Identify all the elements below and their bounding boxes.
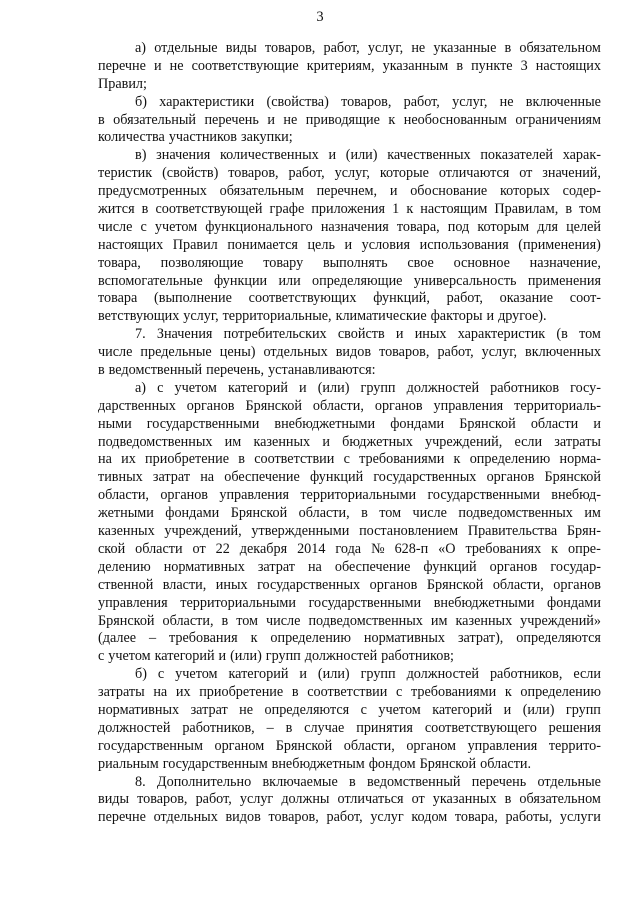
- text-line: товара (выполнение соответствующих функций, работ, оказание соот-: [98, 290, 601, 307]
- text-line: числе предельные цены) отдельных видов товаров, работ, услуг, включенных: [98, 344, 601, 361]
- document-body: [98, 40, 601, 827]
- text-line: перечне и не соответствующие критериям, указанным в пункте 3 настоящих: [98, 57, 601, 74]
- text-line: количества участников закупки;: [98, 129, 293, 146]
- text-line: 8. Дополнительно включаемые в ведомственный перечень отдельные: [135, 773, 601, 790]
- text-line: виды товаров, работ, услуг должны отличаться от указанных в обязательном: [98, 791, 601, 808]
- text-line: в) значения количественных и (или) качественных показателей харак-: [135, 147, 601, 164]
- text-line: затраты на их приобретение в соответствии с требованиями к определению: [98, 684, 601, 701]
- text-line: делению нормативных затрат на обеспечение функций органов государ-: [98, 558, 601, 575]
- text-line: нормативных затрат не определяются с учетом категорий и (или) групп: [98, 701, 601, 718]
- paragraph-para-7: [98, 326, 601, 380]
- paragraph-para-b-characteristics: [98, 94, 601, 148]
- text-line: тивных затрат на обеспечение функций государственных органов Брянской: [98, 469, 601, 486]
- text-line: Брянской области, в том числе подведомственных им казенных учреждений»: [98, 612, 601, 629]
- paragraph-para-7b: [98, 666, 601, 773]
- text-line: ственной власти, иных государственных органов Брянской области, органов: [98, 576, 601, 593]
- text-line: (далее – требования к определению нормативных затрат), определяются: [98, 630, 601, 647]
- text-line: а) отдельные виды товаров, работ, услуг, не указанные в обязательном: [135, 40, 601, 56]
- paragraph-para-a-goods: [98, 40, 601, 94]
- text-line: в ведомственный перечень, устанавливаются:: [98, 362, 376, 379]
- text-line: ными государственными внебюджетными фондами Брянской области и: [98, 415, 601, 432]
- text-line: в обязательный перечень и не приводящие к необоснованным ограничениям: [98, 111, 601, 128]
- text-line: управления территориальными государственными внебюджетными фондами: [98, 594, 601, 611]
- text-line: товара, позволяющие товару выполнять свое основное назначение,: [98, 254, 601, 271]
- text-line: области, органов управления территориальными государственными внебюд-: [98, 487, 601, 504]
- text-line: перечне отдельных видов товаров, работ, услуг кодом товара, работы, услуги: [98, 809, 601, 826]
- text-line: казенных учреждений, утвержденными постановлением Правительства Брян-: [98, 523, 601, 540]
- text-line: числе с учетом функционального назначения товара, под которым для целей: [98, 218, 601, 235]
- text-line: ветствующих услуг, территориальные, климатические факторы и другое).: [98, 308, 547, 325]
- text-line: 7. Значения потребительских свойств и иных характеристик (в том: [135, 326, 601, 343]
- text-line: б) с учетом категорий и (или) групп должностей работников, если: [135, 666, 601, 683]
- text-line: а) с учетом категорий и (или) групп должностей работников госу-: [135, 379, 601, 396]
- text-line: вспомогательные функции или определяющие универсальность применения: [98, 272, 601, 289]
- page-number: 3: [316, 9, 324, 25]
- text-line: Правил;: [98, 75, 147, 92]
- text-line: дарственных органов Брянской области, органов управления территориаль-: [98, 397, 601, 414]
- text-line: ской области от 22 декабря 2014 года № 628-п «О требованиях к опре-: [98, 540, 601, 557]
- text-line: предусмотренных обязательным перечнем, и обоснование которых содер-: [98, 183, 601, 200]
- text-line: риальным государственным внебюджетным фондом Брянской области.: [98, 755, 532, 772]
- paragraph-para-7a: [98, 380, 601, 666]
- paragraph-para-8: [98, 774, 601, 828]
- text-line: на их приобретение в соответствии с требованиями к определению норма-: [98, 451, 601, 468]
- text-line: государственным органом Брянской области, органом управления террито-: [98, 737, 601, 754]
- text-line: жится в соответствующей графе приложения 1 к настоящим Правилам, в том: [98, 201, 601, 218]
- paragraph-para-v-values: [98, 147, 601, 326]
- text-line: с учетом категорий и (или) групп должностей работников;: [98, 648, 454, 665]
- text-line: подведомственных им казенных и бюджетных учреждений, если затраты: [98, 433, 601, 450]
- text-line: должностей работников, – в случае принятия соответствующего решения: [98, 719, 601, 736]
- text-line: жетными фондами Брянской области, в том числе подведомственных им: [98, 505, 601, 522]
- text-line: б) характеристики (свойства) товаров, работ, услуг, не включенные: [135, 93, 601, 110]
- text-line: настоящих Правил понимается цель и условия использования (применения): [98, 236, 601, 253]
- text-line: теристик (свойств) товаров, работ, услуг, которые отличаются от значений,: [98, 165, 601, 182]
